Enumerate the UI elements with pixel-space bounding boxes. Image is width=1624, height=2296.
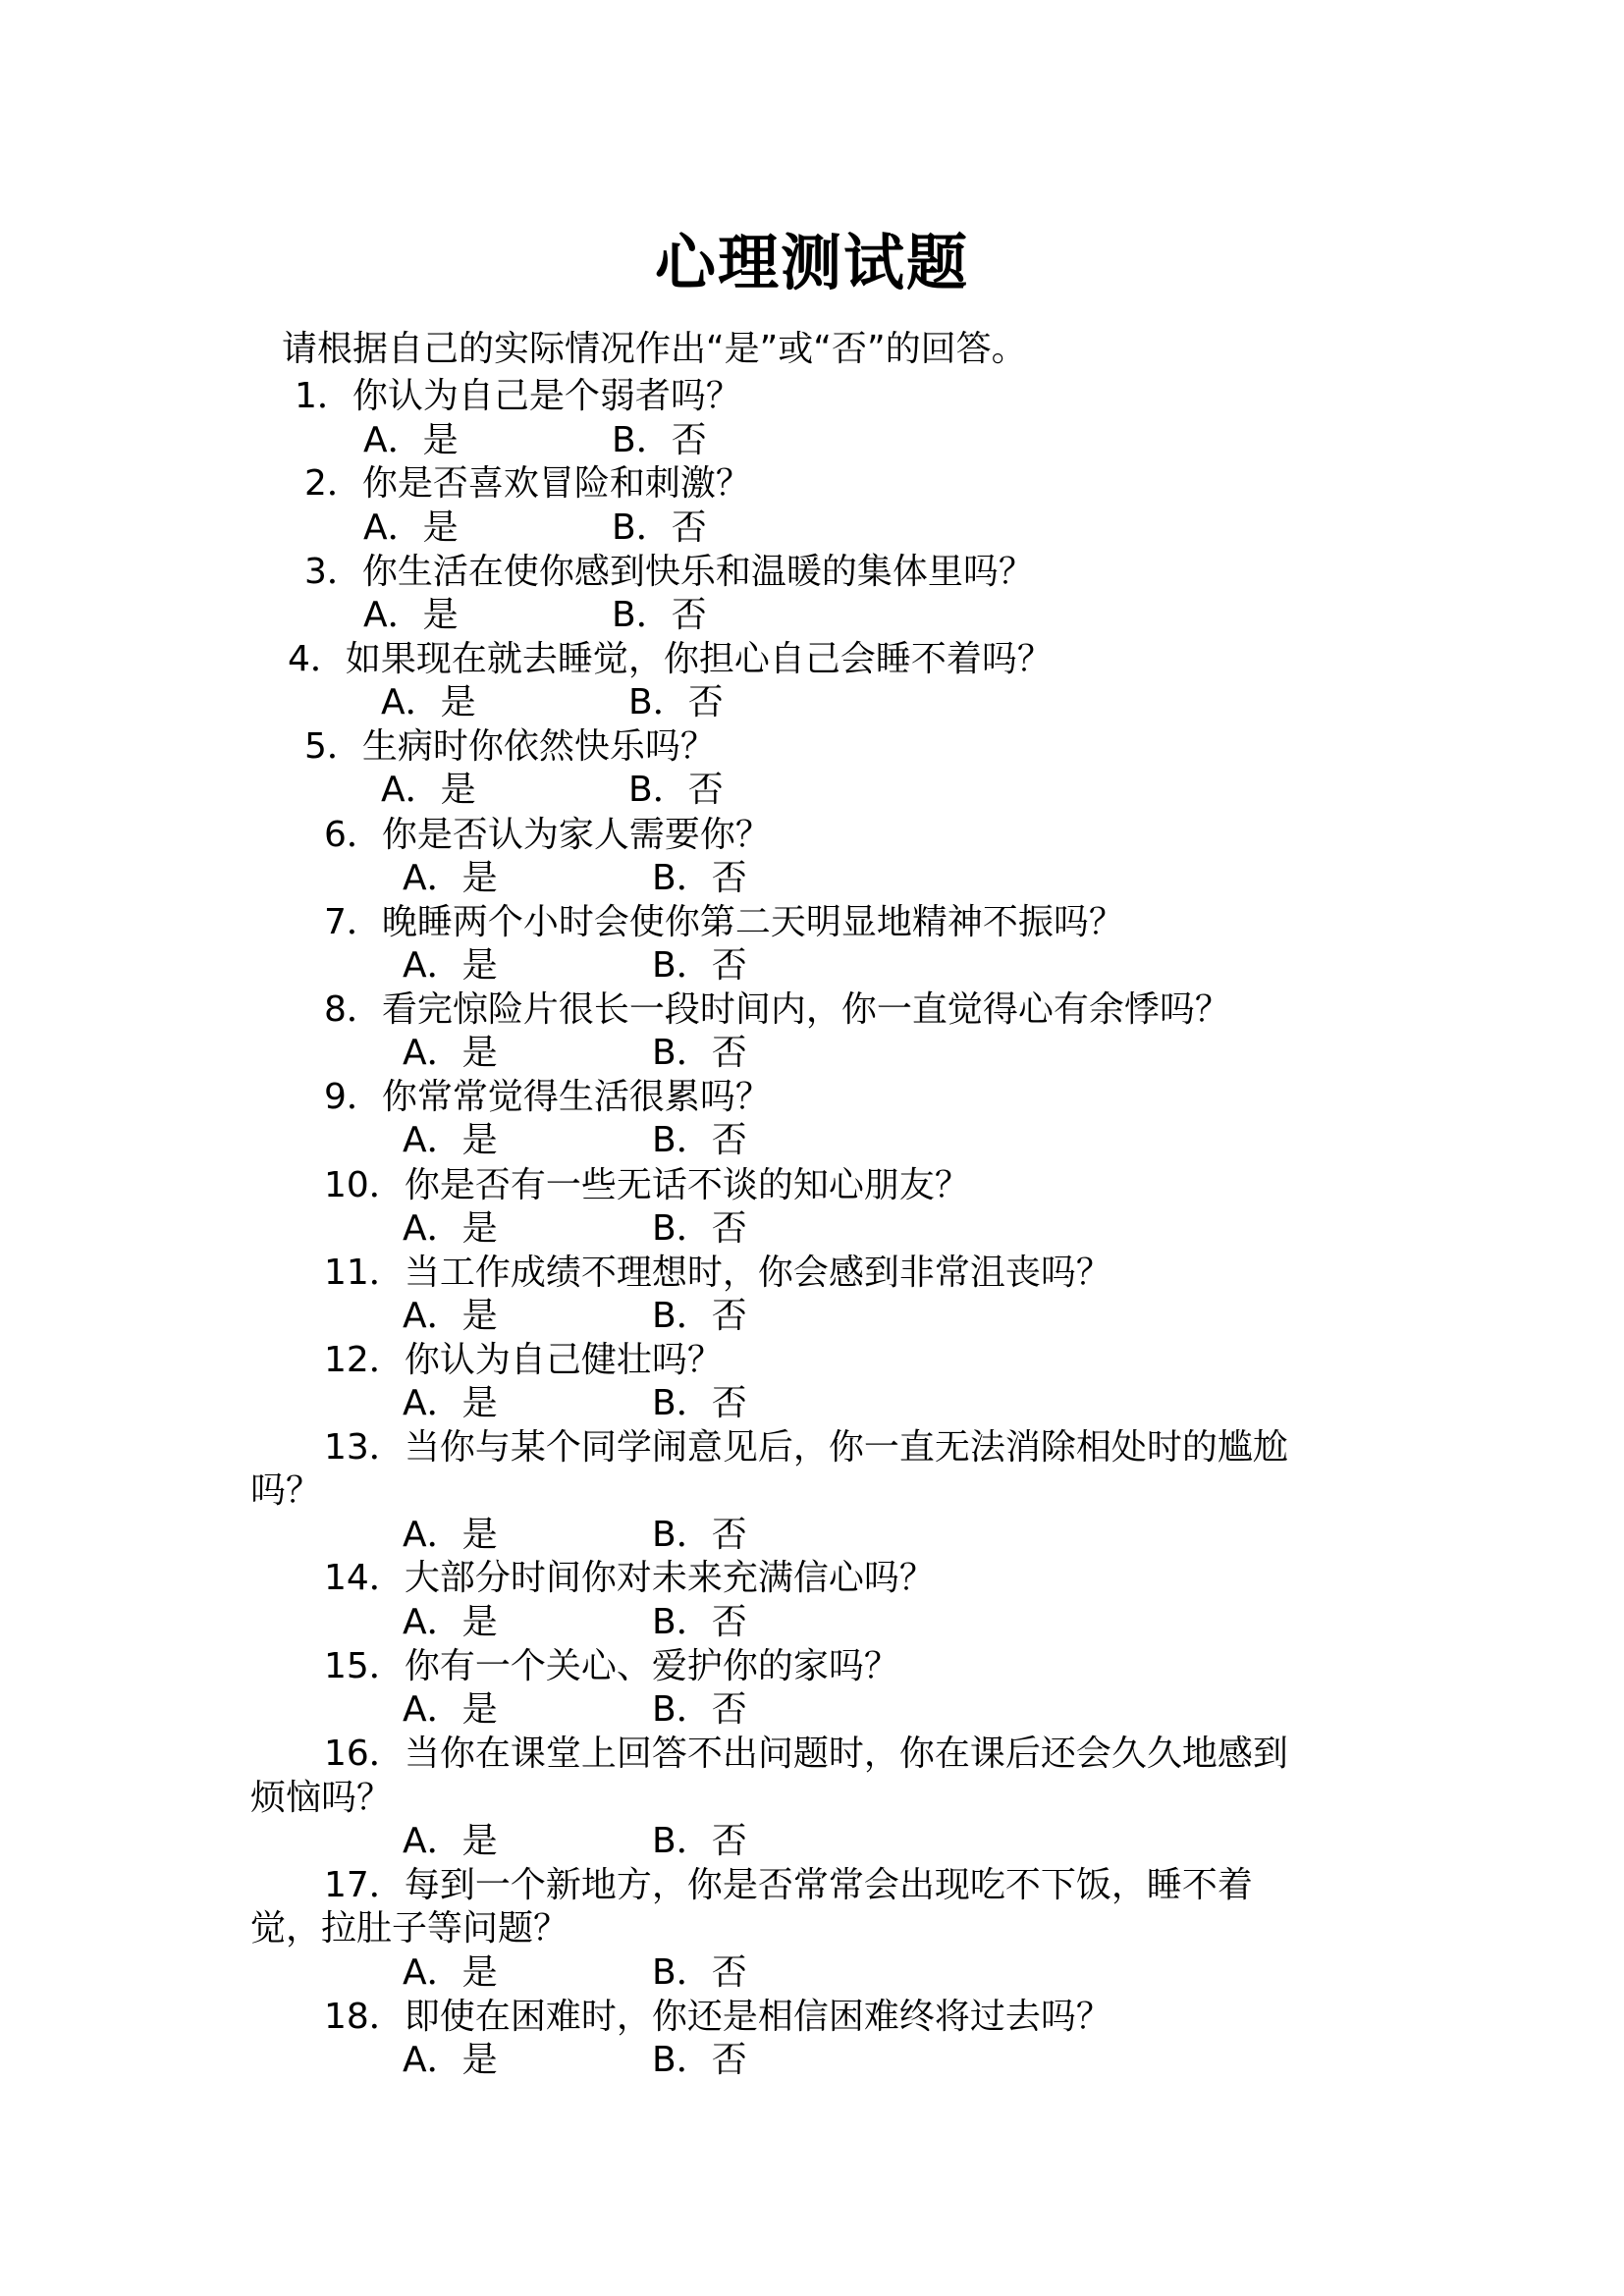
- option-b[interactable]: B．否: [628, 770, 724, 810]
- question-text: 你是否认为家人需要你？: [381, 815, 771, 855]
- question-text-continued: 吗？: [250, 1470, 322, 1511]
- document-title: 心理测试题: [654, 227, 969, 298]
- question-text: 你生活在使你感到快乐和温暖的集体里吗？: [361, 552, 1034, 592]
- option-b[interactable]: B．否: [652, 2040, 747, 2080]
- question-number: 1．: [295, 376, 352, 416]
- question-number: 12．: [324, 1340, 405, 1380]
- question-10: [324, 1164, 970, 1207]
- option-b[interactable]: B．否: [652, 1821, 747, 1861]
- question-number: 10．: [324, 1165, 405, 1205]
- question-text: 晚睡两个小时会使你第二天明显地精神不振吗？: [381, 902, 1124, 942]
- question-4: [288, 638, 1053, 681]
- question-text: 看完惊险片很长一段时间内，你一直觉得心有余悸吗？: [381, 989, 1230, 1030]
- question-17: [324, 1864, 1253, 1907]
- option-a[interactable]: A．是: [403, 1821, 498, 1861]
- option-b[interactable]: B．否: [652, 1689, 747, 1730]
- option-a[interactable]: A．是: [403, 858, 498, 898]
- option-a[interactable]: A．是: [403, 2040, 498, 2080]
- option-a[interactable]: A．是: [403, 945, 498, 986]
- question-text: 当工作成绩不理想时，你会感到非常沮丧吗？: [404, 1253, 1111, 1293]
- question-9: [324, 1076, 771, 1119]
- question-5: [304, 725, 716, 769]
- question-number: 2．: [304, 463, 362, 504]
- question-2: [304, 462, 751, 506]
- question-number: 17．: [324, 1865, 405, 1905]
- question-15: [324, 1645, 899, 1688]
- question-18: [324, 1996, 1111, 2039]
- option-b[interactable]: B．否: [652, 1033, 747, 1073]
- option-b[interactable]: B．否: [612, 420, 707, 460]
- option-b[interactable]: B．否: [612, 507, 707, 548]
- option-a[interactable]: A．是: [363, 595, 459, 635]
- option-b[interactable]: B．否: [652, 1952, 747, 1993]
- question-number: 6．: [324, 815, 382, 855]
- option-a[interactable]: A．是: [403, 1689, 498, 1730]
- question-text: 当你在课堂上回答不出问题时，你在课后还会久久地感到: [404, 1734, 1288, 1774]
- option-a[interactable]: A．是: [403, 1296, 498, 1336]
- option-a[interactable]: A．是: [403, 1120, 498, 1160]
- option-b[interactable]: B．否: [652, 1120, 747, 1160]
- question-number: 14．: [324, 1558, 405, 1598]
- question-3: [304, 551, 1034, 594]
- question-number: 8．: [324, 989, 382, 1030]
- question-text: 你有一个关心、爱护你的家吗？: [404, 1646, 899, 1686]
- instructions: 请根据自己的实际情况作出“是”或“否”的回答。: [282, 329, 1027, 369]
- question-text: 当你与某个同学闹意见后，你一直无法消除相处时的尴尬: [404, 1427, 1288, 1468]
- option-b[interactable]: B．否: [652, 1602, 747, 1642]
- question-number: 13．: [324, 1427, 405, 1468]
- option-a[interactable]: A．是: [403, 1383, 498, 1423]
- option-a[interactable]: A．是: [403, 1208, 498, 1249]
- option-a[interactable]: A．是: [381, 682, 476, 722]
- question-16: [324, 1733, 1288, 1776]
- option-b[interactable]: B．否: [652, 1296, 747, 1336]
- option-b[interactable]: B．否: [612, 595, 707, 635]
- option-b[interactable]: B．否: [652, 858, 747, 898]
- question-1: [295, 375, 741, 418]
- question-text: 你是否有一些无话不谈的知心朋友？: [404, 1165, 970, 1205]
- question-number: 7．: [324, 902, 382, 942]
- question-number: 18．: [324, 1997, 405, 2037]
- option-a[interactable]: A．是: [403, 1515, 498, 1555]
- option-b[interactable]: B．否: [628, 682, 724, 722]
- option-b[interactable]: B．否: [652, 945, 747, 986]
- option-b[interactable]: B．否: [652, 1383, 747, 1423]
- option-b[interactable]: B．否: [652, 1208, 747, 1249]
- question-text-continued: 觉，拉肚子等问题？: [250, 1908, 569, 1949]
- question-14: [324, 1557, 935, 1600]
- question-7: [324, 901, 1124, 944]
- question-11: [324, 1252, 1111, 1295]
- question-text: 即使在困难时，你还是相信困难终将过去吗？: [404, 1997, 1111, 2037]
- question-text: 你是否喜欢冒险和刺激？: [361, 463, 751, 504]
- question-number: 4．: [288, 639, 346, 679]
- option-a[interactable]: A．是: [403, 1033, 498, 1073]
- question-8: [324, 988, 1230, 1032]
- question-number: 9．: [324, 1077, 382, 1117]
- question-number: 16．: [324, 1734, 405, 1774]
- question-text: 每到一个新地方，你是否常常会出现吃不下饭，睡不着: [404, 1865, 1253, 1905]
- question-text: 你认为自己健壮吗？: [404, 1340, 723, 1380]
- question-text: 你常常觉得生活很累吗？: [381, 1077, 771, 1117]
- question-text: 大部分时间你对未来充满信心吗？: [404, 1558, 935, 1598]
- question-text: 如果现在就去睡觉，你担心自己会睡不着吗？: [345, 639, 1053, 679]
- option-a[interactable]: A．是: [403, 1952, 498, 1993]
- question-number: 11．: [324, 1253, 405, 1293]
- question-text-continued: 烦恼吗？: [250, 1778, 393, 1818]
- question-number: 15．: [324, 1646, 405, 1686]
- option-a[interactable]: A．是: [363, 507, 459, 548]
- question-6: [324, 814, 771, 857]
- option-a[interactable]: A．是: [403, 1602, 498, 1642]
- question-number: 3．: [304, 552, 362, 592]
- option-a[interactable]: A．是: [381, 770, 476, 810]
- question-number: 5．: [304, 726, 362, 767]
- question-13: [324, 1426, 1288, 1469]
- option-b[interactable]: B．否: [652, 1515, 747, 1555]
- question-12: [324, 1339, 723, 1382]
- question-text: 生病时你依然快乐吗？: [361, 726, 716, 767]
- option-a[interactable]: A．是: [363, 420, 459, 460]
- question-text: 你认为自己是个弱者吗？: [352, 376, 741, 416]
